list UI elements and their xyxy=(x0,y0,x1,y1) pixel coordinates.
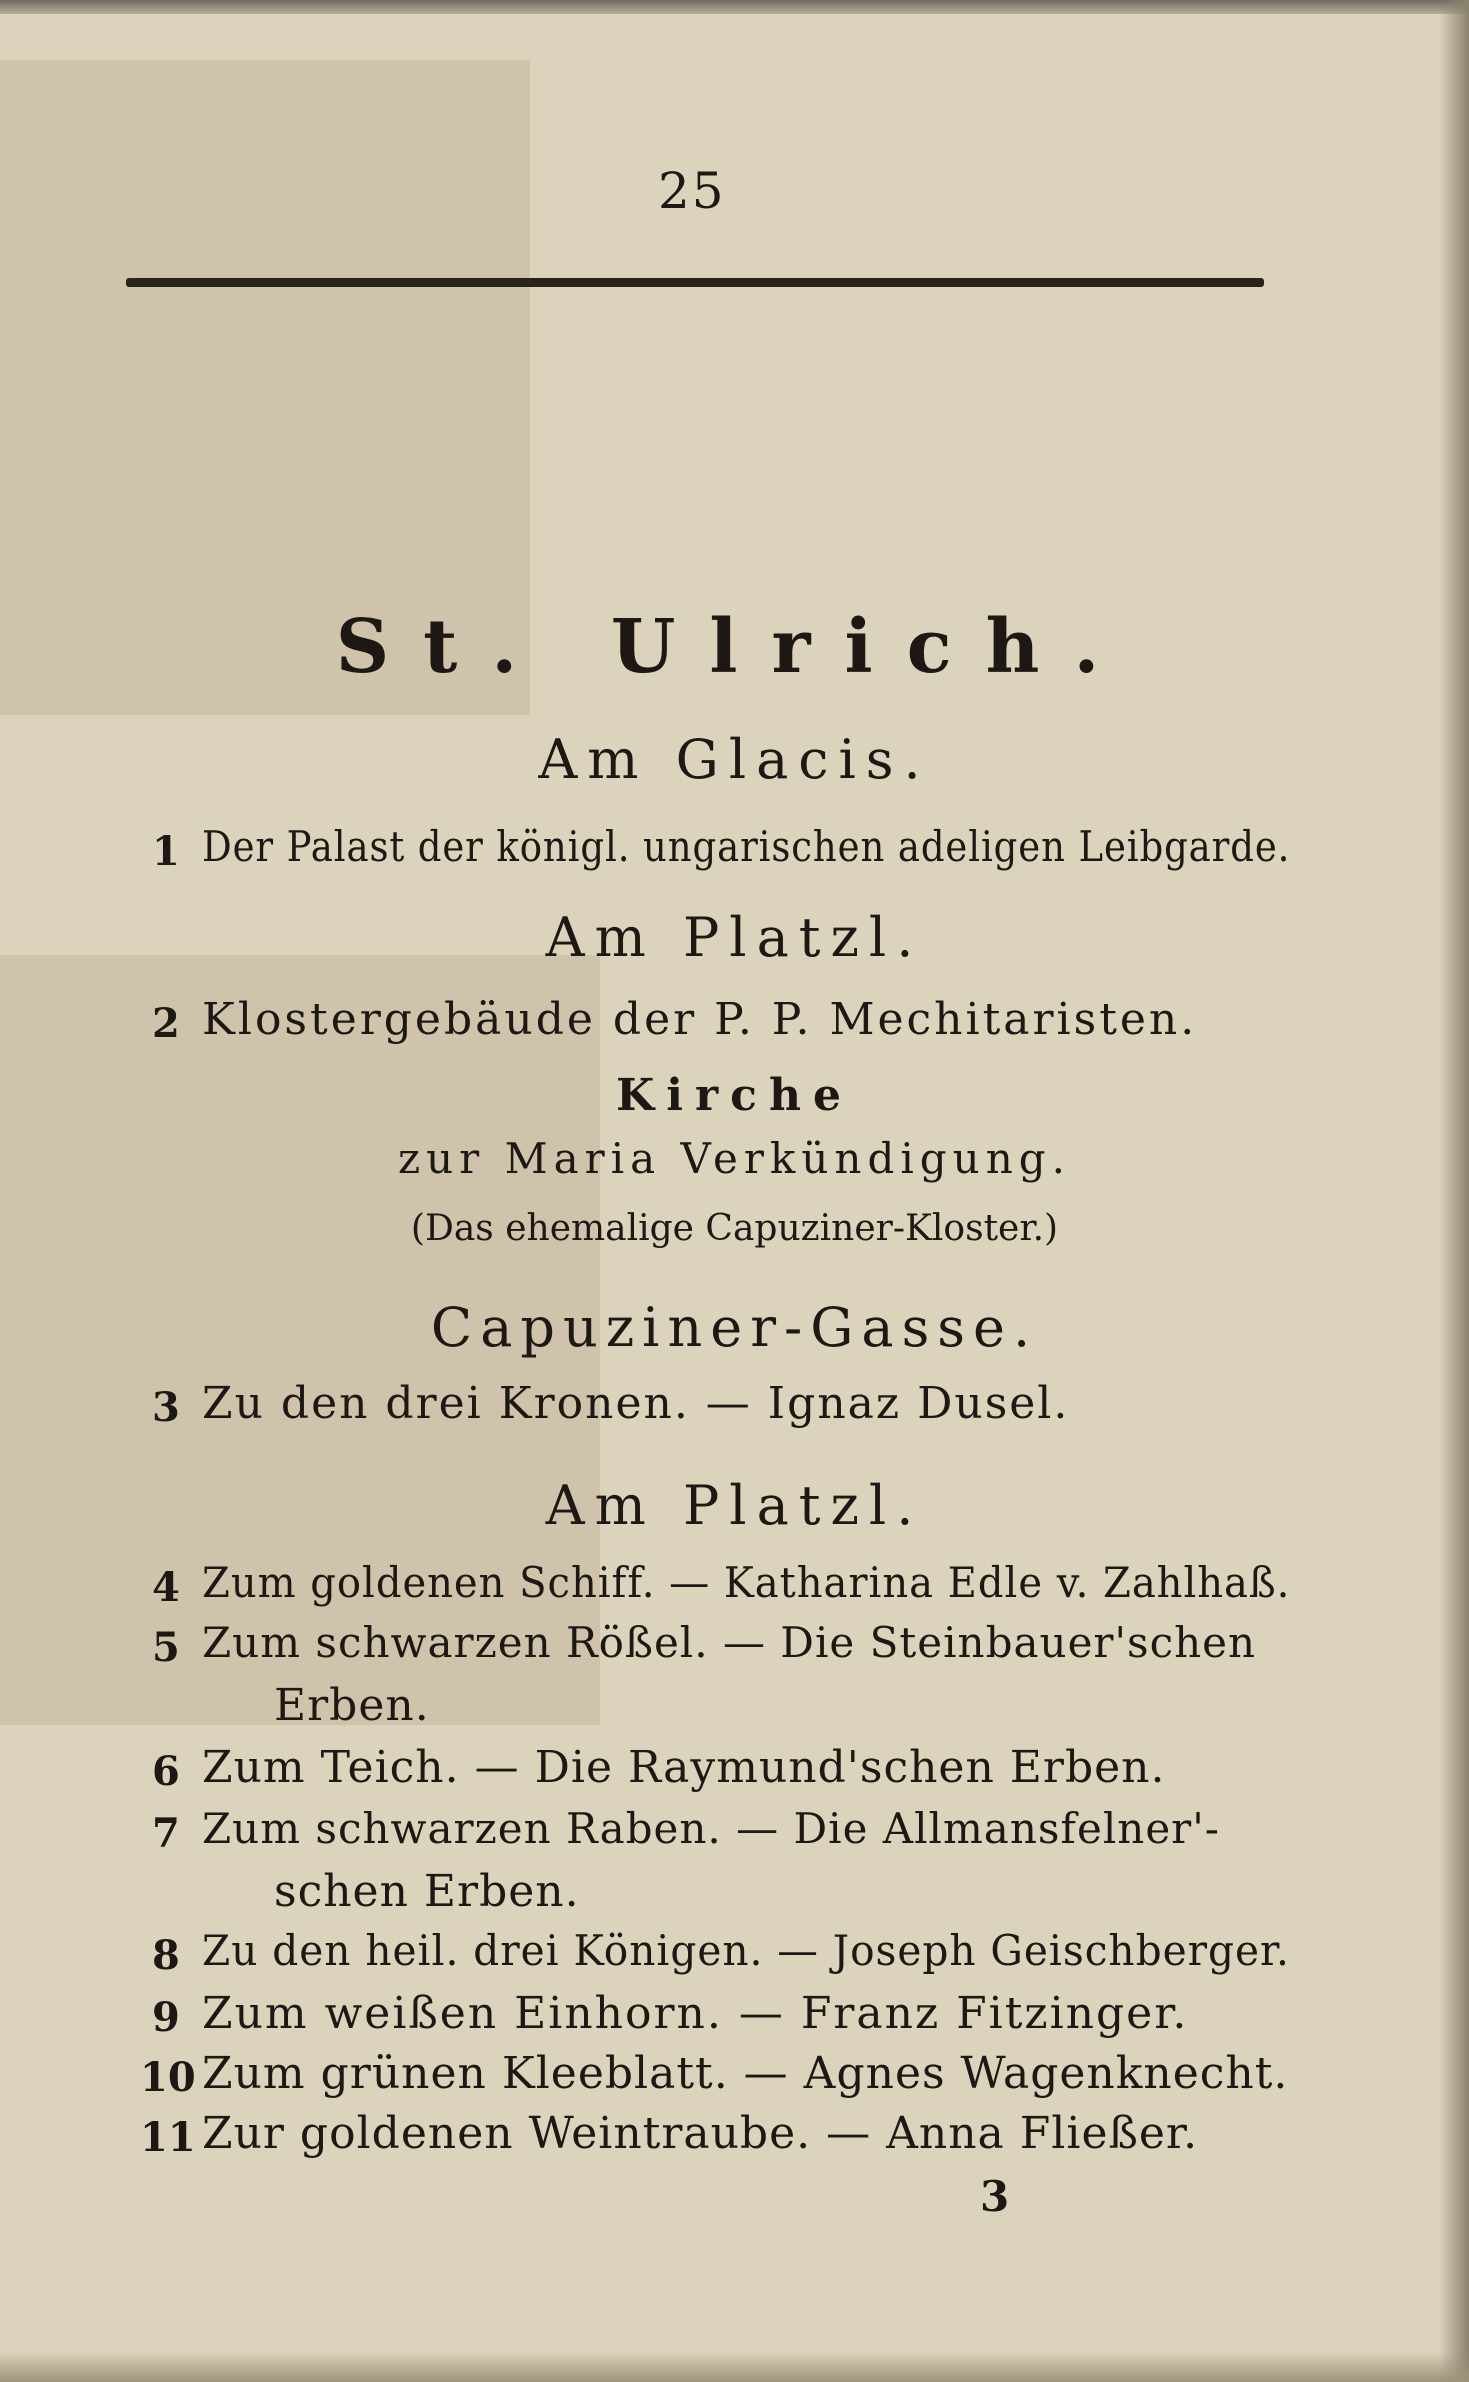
section-heading-am-platzl: Am Platzl. xyxy=(545,906,924,969)
entry-number: 9 xyxy=(152,1994,180,2041)
entry-text: Zum grünen Kleeblatt. — Agnes Wagenknecht. xyxy=(202,2048,1289,2099)
entry-text: Zum goldenen Schiff. — Katharina Edle v. Zahlhaß. xyxy=(202,1558,1291,1607)
signature-mark: 3 xyxy=(980,2172,1010,2221)
entry-text: Zu den drei Kronen. — Ignaz Dusel. xyxy=(202,1378,1070,1429)
entry-text: Zum schwarzen Rößel. — Die Steinbauer'schen xyxy=(202,1618,1257,1667)
church-subheading: zur Maria Verkündigung. xyxy=(397,1134,1072,1183)
section-heading-am-platzl-2: Am Platzl. xyxy=(545,1474,924,1537)
entry-text: Zum Teich. — Die Raymund'schen Erben. xyxy=(202,1742,1166,1793)
entry-number: 7 xyxy=(152,1810,180,1857)
page-edge-bottom xyxy=(0,2352,1469,2382)
entry-continuation: Erben. xyxy=(274,1680,430,1731)
section-heading-capuziner-gasse: Capuziner-Gasse. xyxy=(430,1296,1039,1359)
church-heading: Kirche xyxy=(616,1070,853,1121)
entry-number: 3 xyxy=(152,1384,180,1431)
entry-text: Der Palast der königl. ungarischen adeligen Leibgarde. xyxy=(202,822,1291,871)
entry-number: 8 xyxy=(152,1932,180,1979)
entry-number: 4 xyxy=(152,1564,180,1611)
entry-number: 5 xyxy=(152,1624,180,1671)
entry-text: Zu den heil. drei Königen. — Joseph Geischberger. xyxy=(202,1926,1290,1975)
church-note: (Das ehemalige Capuziner-Kloster.) xyxy=(410,1208,1059,1249)
entry-number: 6 xyxy=(152,1748,180,1795)
entry-number: 10 xyxy=(140,2054,196,2101)
entry-text: Zum weißen Einhorn. — Franz Fitzinger. xyxy=(202,1988,1189,2039)
entry-text: Zur goldenen Weintraube. — Anna Fließer. xyxy=(202,2108,1199,2159)
page-number: 25 xyxy=(658,162,726,220)
entry-number: 2 xyxy=(152,1000,180,1047)
entry-number: 1 xyxy=(152,828,180,875)
entry-continuation: schen Erben. xyxy=(274,1866,580,1917)
section-heading-am-glacis: Am Glacis. xyxy=(538,728,931,791)
entry-number: 11 xyxy=(140,2114,196,2161)
header-rule xyxy=(126,278,1264,287)
entry-text: Klostergebäude der P. P. Mechitaristen. xyxy=(202,994,1198,1045)
entry-text: Zum schwarzen Raben. — Die Allmansfelner'- xyxy=(202,1804,1220,1853)
page-title: St. Ulrich. xyxy=(335,604,1134,690)
page-edge-right xyxy=(1439,0,1469,2382)
page-edge-top xyxy=(0,0,1469,14)
